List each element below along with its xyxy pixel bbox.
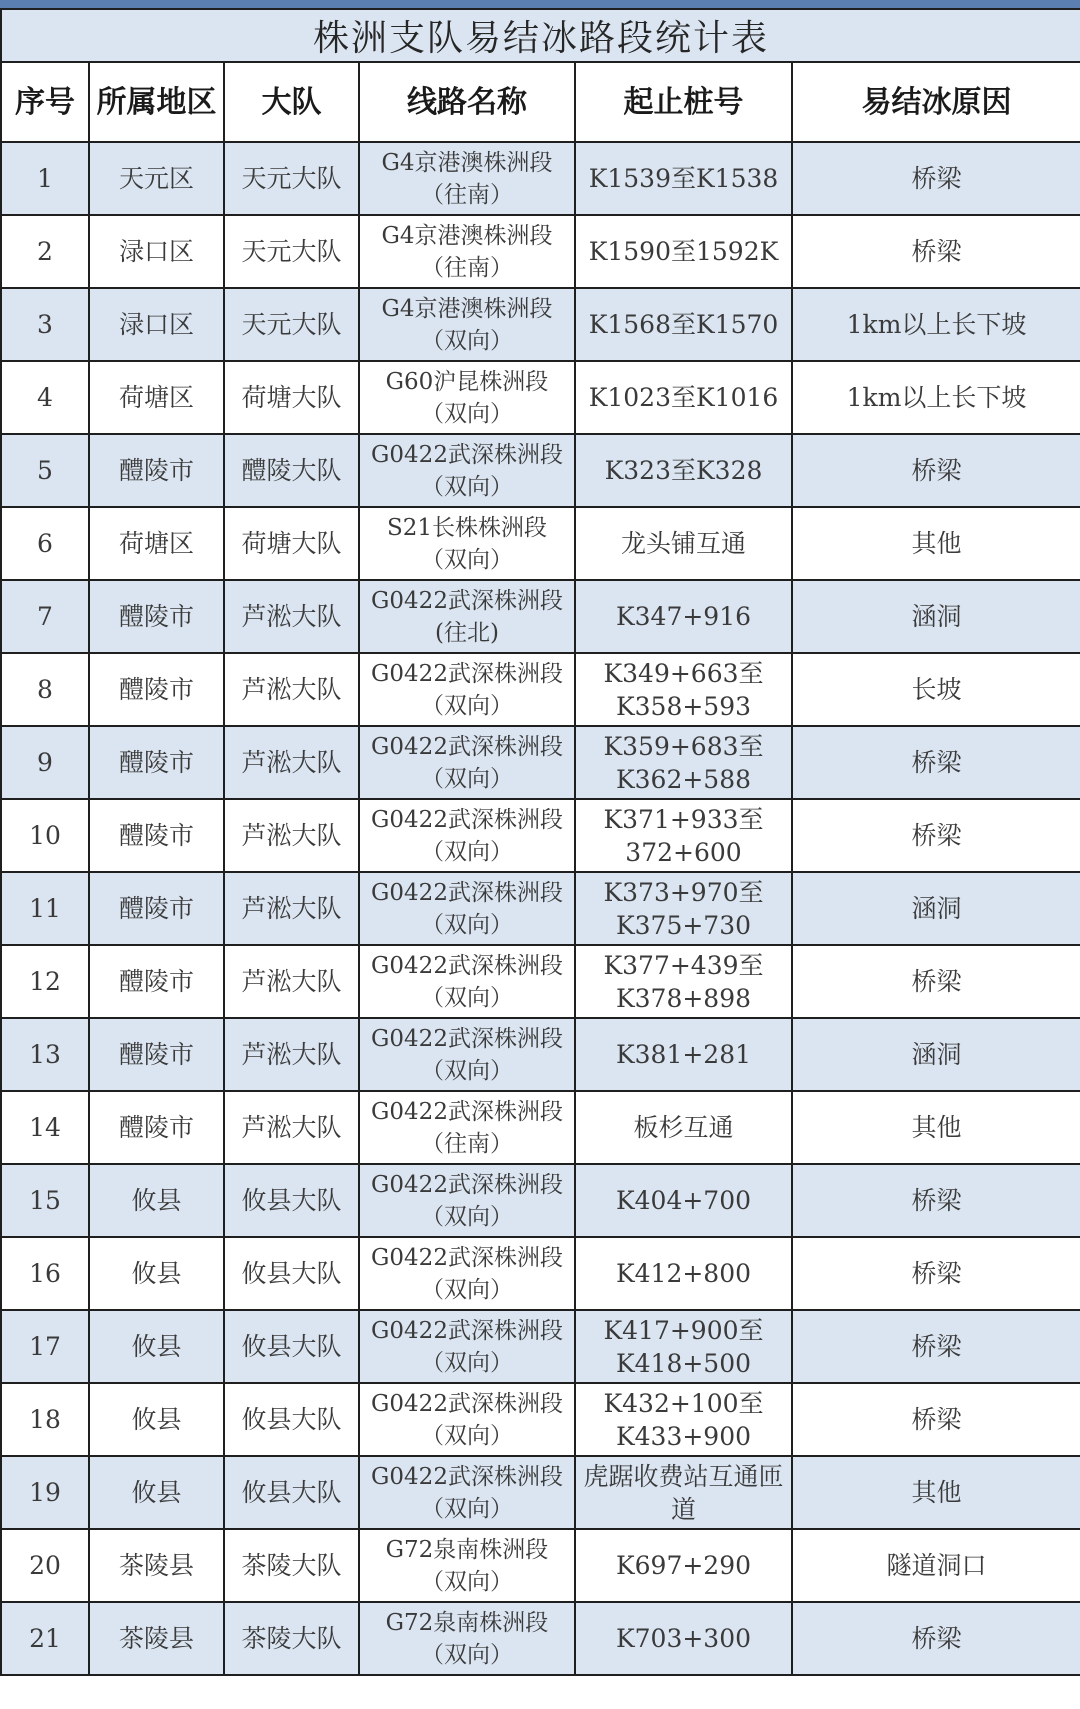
cell-region: 醴陵市 bbox=[89, 653, 224, 726]
cell-reason: 桥梁 bbox=[792, 1383, 1080, 1456]
table-row bbox=[1, 288, 1080, 361]
cell-route: G4京港澳株洲段（往南） bbox=[359, 215, 575, 288]
header-seq: 序号 bbox=[1, 62, 89, 142]
cell-reason: 隧道洞口 bbox=[792, 1529, 1080, 1602]
cell-route: G0422武深株洲段（双向） bbox=[359, 726, 575, 799]
cell-stake: K1568至K1570 bbox=[575, 288, 792, 361]
cell-stake: K697+290 bbox=[575, 1529, 792, 1602]
table-row bbox=[1, 945, 1080, 1018]
cell-route: G0422武深株洲段（双向） bbox=[359, 1237, 575, 1310]
table-row bbox=[1, 434, 1080, 507]
cell-brigade: 攸县大队 bbox=[224, 1237, 359, 1310]
cell-brigade: 醴陵大队 bbox=[224, 434, 359, 507]
cell-stake: K412+800 bbox=[575, 1237, 792, 1310]
cell-region: 醴陵市 bbox=[89, 726, 224, 799]
cell-reason: 桥梁 bbox=[792, 726, 1080, 799]
cell-brigade: 天元大队 bbox=[224, 215, 359, 288]
cell-reason: 1km以上长下坡 bbox=[792, 361, 1080, 434]
cell-route: G72泉南株洲段（双向） bbox=[359, 1529, 575, 1602]
cell-brigade: 天元大队 bbox=[224, 142, 359, 215]
table-row bbox=[1, 507, 1080, 580]
cell-reason: 桥梁 bbox=[792, 1310, 1080, 1383]
table-row bbox=[1, 1456, 1080, 1529]
cell-brigade: 攸县大队 bbox=[224, 1383, 359, 1456]
cell-region: 茶陵县 bbox=[89, 1529, 224, 1602]
header-stake: 起止桩号 bbox=[575, 62, 792, 142]
cell-route: G0422武深株洲段（双向） bbox=[359, 1456, 575, 1529]
cell-brigade: 攸县大队 bbox=[224, 1164, 359, 1237]
cell-stake: K417+900至K418+500 bbox=[575, 1310, 792, 1383]
cell-reason: 1km以上长下坡 bbox=[792, 288, 1080, 361]
cell-seq: 8 bbox=[1, 653, 89, 726]
cell-route: G0422武深株洲段（双向） bbox=[359, 1018, 575, 1091]
table-row bbox=[1, 1529, 1080, 1602]
cell-seq: 15 bbox=[1, 1164, 89, 1237]
table-row bbox=[1, 1310, 1080, 1383]
cell-reason: 涵洞 bbox=[792, 872, 1080, 945]
header-reason: 易结冰原因 bbox=[792, 62, 1080, 142]
table-title-row bbox=[1, 9, 1080, 62]
cell-stake: K371+933至372+600 bbox=[575, 799, 792, 872]
table-row bbox=[1, 1018, 1080, 1091]
table-row bbox=[1, 653, 1080, 726]
cell-seq: 9 bbox=[1, 726, 89, 799]
cell-reason: 其他 bbox=[792, 1456, 1080, 1529]
cell-reason: 桥梁 bbox=[792, 1237, 1080, 1310]
cell-region: 攸县 bbox=[89, 1456, 224, 1529]
cell-brigade: 芦淞大队 bbox=[224, 1018, 359, 1091]
cell-seq: 12 bbox=[1, 945, 89, 1018]
cell-reason: 桥梁 bbox=[792, 945, 1080, 1018]
table-row bbox=[1, 580, 1080, 653]
cell-region: 醴陵市 bbox=[89, 434, 224, 507]
cell-region: 荷塘区 bbox=[89, 507, 224, 580]
cell-region: 天元区 bbox=[89, 142, 224, 215]
cell-route: G4京港澳株洲段（往南） bbox=[359, 142, 575, 215]
table-row bbox=[1, 872, 1080, 945]
cell-region: 醴陵市 bbox=[89, 1018, 224, 1091]
cell-brigade: 荷塘大队 bbox=[224, 507, 359, 580]
cell-reason: 桥梁 bbox=[792, 799, 1080, 872]
cell-route: G0422武深株洲段（往南） bbox=[359, 1091, 575, 1164]
cell-route: S21长株株洲段（双向） bbox=[359, 507, 575, 580]
top-accent-bar bbox=[0, 0, 1080, 8]
cell-route: G0422武深株洲段（双向） bbox=[359, 653, 575, 726]
cell-seq: 17 bbox=[1, 1310, 89, 1383]
cell-seq: 16 bbox=[1, 1237, 89, 1310]
cell-seq: 2 bbox=[1, 215, 89, 288]
cell-brigade: 茶陵大队 bbox=[224, 1529, 359, 1602]
cell-stake: 板杉互通 bbox=[575, 1091, 792, 1164]
cell-brigade: 芦淞大队 bbox=[224, 1091, 359, 1164]
cell-seq: 10 bbox=[1, 799, 89, 872]
cell-brigade: 攸县大队 bbox=[224, 1456, 359, 1529]
cell-route: G0422武深株洲段（双向） bbox=[359, 1383, 575, 1456]
cell-seq: 19 bbox=[1, 1456, 89, 1529]
cell-route: G60沪昆株洲段（双向） bbox=[359, 361, 575, 434]
cell-seq: 1 bbox=[1, 142, 89, 215]
cell-brigade: 天元大队 bbox=[224, 288, 359, 361]
header-brigade: 大队 bbox=[224, 62, 359, 142]
cell-region: 醴陵市 bbox=[89, 580, 224, 653]
cell-seq: 3 bbox=[1, 288, 89, 361]
table-title: 株洲支队易结冰路段统计表 bbox=[1, 9, 1080, 62]
table-row bbox=[1, 142, 1080, 215]
cell-seq: 18 bbox=[1, 1383, 89, 1456]
cell-region: 醴陵市 bbox=[89, 945, 224, 1018]
cell-stake: K381+281 bbox=[575, 1018, 792, 1091]
table-row bbox=[1, 1383, 1080, 1456]
cell-stake: K404+700 bbox=[575, 1164, 792, 1237]
table-row bbox=[1, 361, 1080, 434]
cell-reason: 涵洞 bbox=[792, 580, 1080, 653]
cell-region: 攸县 bbox=[89, 1310, 224, 1383]
cell-route: G0422武深株洲段（双向） bbox=[359, 434, 575, 507]
cell-reason: 桥梁 bbox=[792, 142, 1080, 215]
table-row bbox=[1, 1091, 1080, 1164]
cell-brigade: 攸县大队 bbox=[224, 1310, 359, 1383]
table-row bbox=[1, 726, 1080, 799]
cell-stake: K347+916 bbox=[575, 580, 792, 653]
cell-region: 醴陵市 bbox=[89, 799, 224, 872]
cell-route: G0422武深株洲段(往北) bbox=[359, 580, 575, 653]
cell-stake: K373+970至K375+730 bbox=[575, 872, 792, 945]
table-row bbox=[1, 215, 1080, 288]
cell-brigade: 芦淞大队 bbox=[224, 945, 359, 1018]
cell-brigade: 芦淞大队 bbox=[224, 872, 359, 945]
cell-region: 醴陵市 bbox=[89, 1091, 224, 1164]
cell-reason: 桥梁 bbox=[792, 434, 1080, 507]
cell-reason: 其他 bbox=[792, 507, 1080, 580]
cell-region: 渌口区 bbox=[89, 215, 224, 288]
cell-stake: 龙头铺互通 bbox=[575, 507, 792, 580]
cell-reason: 长坡 bbox=[792, 653, 1080, 726]
cell-region: 渌口区 bbox=[89, 288, 224, 361]
cell-stake: K377+439至K378+898 bbox=[575, 945, 792, 1018]
cell-stake: 虎踞收费站互通匝道 bbox=[575, 1456, 792, 1529]
cell-seq: 5 bbox=[1, 434, 89, 507]
cell-brigade: 茶陵大队 bbox=[224, 1602, 359, 1675]
table-row bbox=[1, 799, 1080, 872]
icing-road-table bbox=[0, 8, 1080, 1676]
cell-stake: K1590至1592K bbox=[575, 215, 792, 288]
cell-region: 荷塘区 bbox=[89, 361, 224, 434]
cell-seq: 11 bbox=[1, 872, 89, 945]
table-row bbox=[1, 1602, 1080, 1675]
cell-route: G72泉南株洲段（双向） bbox=[359, 1602, 575, 1675]
cell-reason: 桥梁 bbox=[792, 1602, 1080, 1675]
cell-seq: 20 bbox=[1, 1529, 89, 1602]
cell-brigade: 芦淞大队 bbox=[224, 653, 359, 726]
cell-stake: K1539至K1538 bbox=[575, 142, 792, 215]
cell-route: G0422武深株洲段（双向） bbox=[359, 872, 575, 945]
cell-reason: 桥梁 bbox=[792, 1164, 1080, 1237]
header-row bbox=[1, 62, 1080, 142]
cell-reason: 涵洞 bbox=[792, 1018, 1080, 1091]
cell-region: 攸县 bbox=[89, 1237, 224, 1310]
cell-route: G0422武深株洲段（双向） bbox=[359, 945, 575, 1018]
cell-stake: K1023至K1016 bbox=[575, 361, 792, 434]
cell-region: 茶陵县 bbox=[89, 1602, 224, 1675]
cell-route: G0422武深株洲段（双向） bbox=[359, 1164, 575, 1237]
cell-region: 醴陵市 bbox=[89, 872, 224, 945]
cell-seq: 21 bbox=[1, 1602, 89, 1675]
cell-seq: 14 bbox=[1, 1091, 89, 1164]
cell-seq: 6 bbox=[1, 507, 89, 580]
cell-brigade: 芦淞大队 bbox=[224, 799, 359, 872]
cell-reason: 桥梁 bbox=[792, 215, 1080, 288]
cell-route: G0422武深株洲段（双向） bbox=[359, 799, 575, 872]
table-row bbox=[1, 1164, 1080, 1237]
table-row bbox=[1, 1237, 1080, 1310]
cell-route: G4京港澳株洲段（双向） bbox=[359, 288, 575, 361]
cell-stake: K349+663至K358+593 bbox=[575, 653, 792, 726]
header-region: 所属地区 bbox=[89, 62, 224, 142]
cell-brigade: 芦淞大队 bbox=[224, 726, 359, 799]
cell-region: 攸县 bbox=[89, 1164, 224, 1237]
header-route: 线路名称 bbox=[359, 62, 575, 142]
cell-stake: K432+100至K433+900 bbox=[575, 1383, 792, 1456]
cell-brigade: 荷塘大队 bbox=[224, 361, 359, 434]
cell-stake: K703+300 bbox=[575, 1602, 792, 1675]
cell-stake: K359+683至K362+588 bbox=[575, 726, 792, 799]
cell-region: 攸县 bbox=[89, 1383, 224, 1456]
cell-stake: K323至K328 bbox=[575, 434, 792, 507]
cell-brigade: 芦淞大队 bbox=[224, 580, 359, 653]
cell-seq: 13 bbox=[1, 1018, 89, 1091]
cell-reason: 其他 bbox=[792, 1091, 1080, 1164]
cell-seq: 4 bbox=[1, 361, 89, 434]
cell-seq: 7 bbox=[1, 580, 89, 653]
cell-route: G0422武深株洲段（双向） bbox=[359, 1310, 575, 1383]
